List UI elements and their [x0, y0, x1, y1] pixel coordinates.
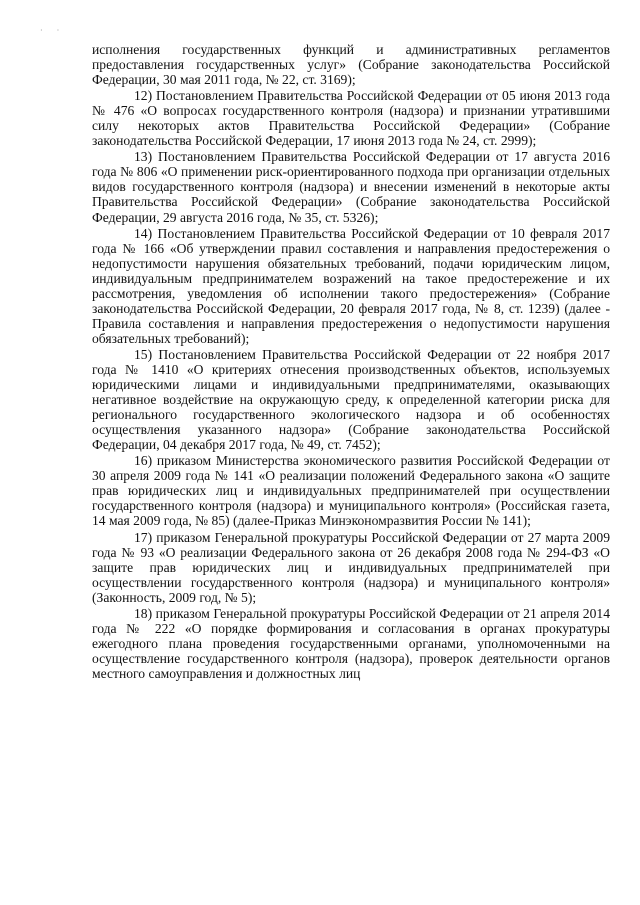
scan-mark: · ·	[40, 26, 66, 35]
paragraph-item-13: 13) Постановлением Правительства Российской Федерации от 17 августа 2016 года № 806 «О применении риск-ориентированного подхода при организации отдельных видов государственного контроля (надзора) и внесении изменений в некоторые акты Правительства Российской Федерации» (Собрание законодательства Российской Федерации, 29 августа 2016 года, № 35, ст. 5326);	[92, 149, 610, 225]
paragraph-item-14: 14) Постановлением Правительства Российской Федерации от 10 февраля 2017 года № 166 «Об утверждении правил составления и направления предостережения о недопустимости нарушения обязательных требований, подачи юридическим лицом, индивидуальным предпринимателем возражений на такое предостережение и их рассмотрения, уведомления об исполнении такого предостережения» (Собрание законодательства Российской Федерации, 20 февраля 2017 года, № 8, ст. 1239) (далее - Правила составления и направления предостережения о недопустимости нарушения обязательных требований);	[92, 225, 610, 346]
paragraph-item-15: 15) Постановлением Правительства Российской Федерации от 22 ноября 2017 года № 1410 «О критериях отнесения производственных объектов, используемых юридическими лицами и индивидуальными предпринимателями, оказывающих негативное воздействие на окружающую среду, к определенной категории риска для регионального государственного экологического надзора и об особенностях осуществления указанного надзора» (Собрание законодательства Российской Федерации, 04 декабря 2017 года, № 49, ст. 7452);	[92, 346, 610, 453]
paragraph-item-16: 16) приказом Министерства экономического развития Российской Федерации от 30 апреля 2009 года № 141 «О реализации положений Федерального закона «О защите прав юридических лиц и индивидуальных предпринимателей при осуществлении государственного контроля (надзора) и муниципального контроля» (Российская газета, 14 мая 2009 года, № 85) (далее-Приказ Минэкономразвития России № 141);	[92, 453, 610, 529]
paragraph-continuation: исполнения государственных функций и административных регламентов предоставления государственных услуг» (Собрание законодательства Российской Федерации, 30 мая 2011 года, № 22, ст. 3169);	[92, 42, 610, 88]
document-body	[92, 42, 610, 682]
paragraph-item-12: 12) Постановлением Правительства Российской Федерации от 05 июня 2013 года № 476 «О вопросах государственного контроля (надзора) и признании утратившими силу некоторых актов Правительства Российской Федерации» (Собрание законодательства Российской Федерации, 17 июня 2013 года № 24, ст. 2999);	[92, 88, 610, 149]
paragraph-item-18: 18) приказом Генеральной прокуратуры Российской Федерации от 21 апреля 2014 года № 222 «О порядке формирования и согласования в органах прокуратуры ежегодного плана проведения государственными органами, уполномоченными на осуществление государственного контроля (надзора), проверок деятельности органов местного самоуправления и должностных лиц	[92, 605, 610, 681]
paragraph-item-17: 17) приказом Генеральной прокуратуры Российской Федерации от 27 марта 2009 года № 93 «О реализации Федерального закона от 26 декабря 2008 года № 294-ФЗ «О защите прав юридических лиц и индивидуальных предпринимателей при осуществлении государственного контроля (надзора) и муниципального контроля» (Законность, 2009 год, № 5);	[92, 529, 610, 605]
